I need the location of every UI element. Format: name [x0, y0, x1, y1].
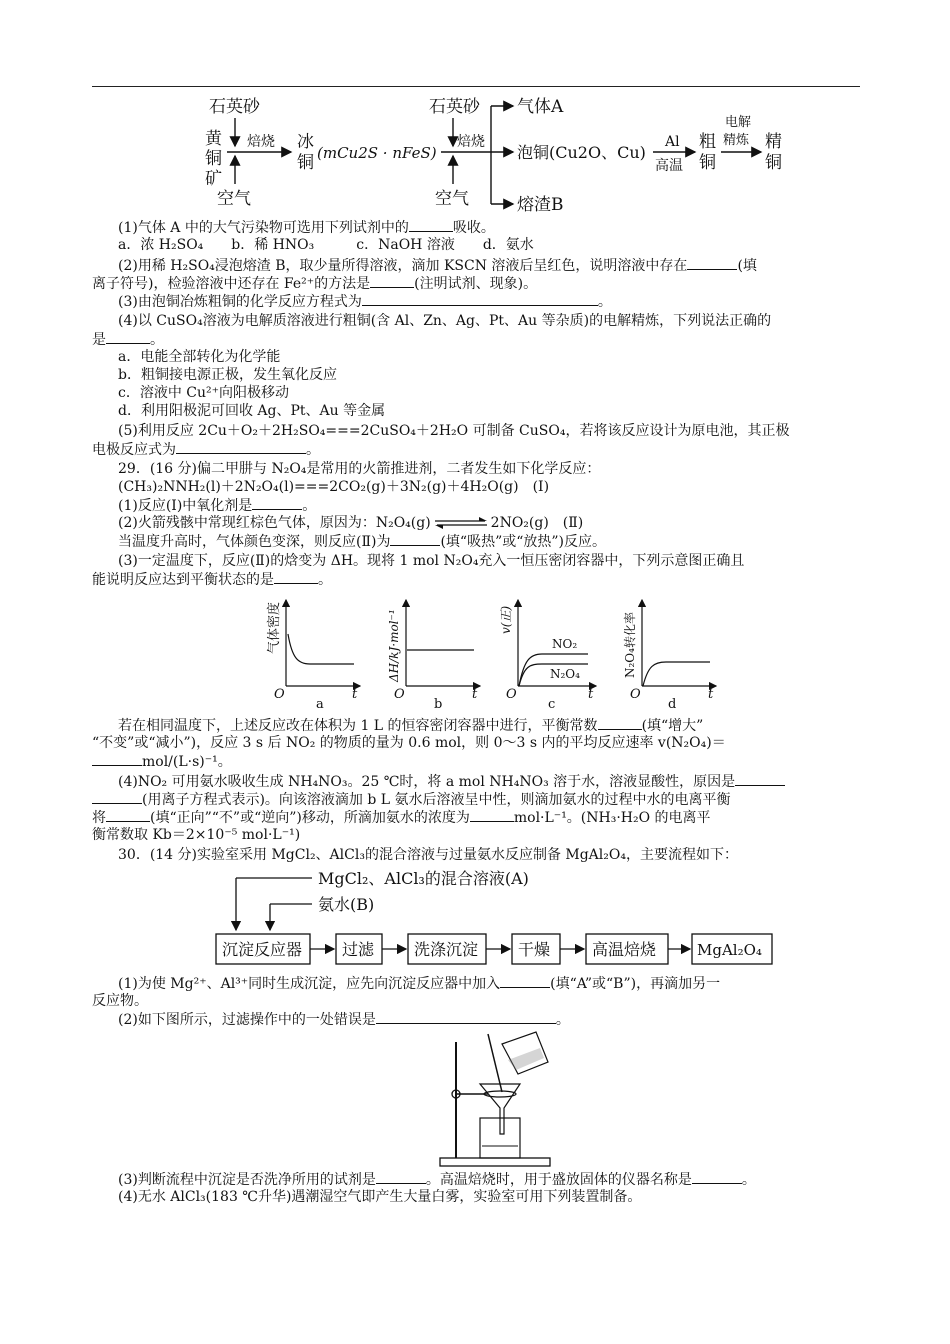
flow-crude-2: 铜: [699, 153, 716, 173]
glass-rod: [488, 1034, 502, 1092]
answer-blank[interactable]: [92, 790, 142, 804]
graph-c-n2o4: N₂O₄: [550, 667, 580, 681]
graph-d: [622, 600, 716, 712]
q29-p3b: 能说明反应达到平衡状态的是 。: [92, 572, 332, 588]
answer-blank[interactable]: [687, 256, 737, 270]
graph-a-t: t: [352, 687, 358, 702]
flow-ore-1: 黄: [205, 129, 222, 149]
answer-blank[interactable]: [370, 274, 414, 288]
q28-p1-options: a．浓 H₂SO₄ b．稀 HNO₃ c．NaOH 溶液 d．氨水: [118, 237, 534, 253]
q29-head: 29．(16 分)偏二甲肼与 N₂O₄是常用的火箭推进剂，二者发生如下化学反应：: [118, 461, 601, 477]
graph-a-ylabel: 气体密度: [267, 601, 282, 654]
graph-d-origin: O: [630, 687, 641, 702]
q29-p4c: 将 (填“正向”“不”或“逆向”)移动，所滴加氨水的浓度为 mol·L⁻¹。(NH₃·H₂O 的电离平: [92, 810, 711, 826]
equilibrium-graphs: [262, 594, 722, 712]
flow-slag-b: 熔渣B: [517, 195, 564, 215]
answer-blank[interactable]: [252, 496, 302, 510]
flow2-box-wash-label: 洗涤沉淀: [414, 940, 479, 959]
flow-electro-2: 精炼: [723, 133, 750, 148]
equilibrium-arrow-icon: [433, 517, 489, 529]
flow-formula: (mCu2S · nFeS): [317, 144, 437, 162]
flow2-solution-a: MgCl₂、AlCl₃的混合溶液(A): [318, 869, 529, 888]
answer-blank[interactable]: [500, 974, 550, 988]
q30-p4: (4)无水 AlCl₃(183 ℃升华)遇潮湿空气即产生大量白雾，实验室可用下列装置制备。: [118, 1189, 642, 1205]
q28-p4-option-a: a．电能全部转化为化学能: [118, 349, 281, 365]
graph-c: [499, 600, 596, 712]
answer-blank[interactable]: [735, 772, 785, 786]
q29-p4f: 衡常数取 Kb＝2×10⁻⁵ mol·L⁻¹): [92, 827, 301, 843]
answer-blank[interactable]: [176, 440, 306, 454]
flow-roast1: 焙烧: [247, 134, 275, 150]
answer-blank[interactable]: [390, 532, 440, 546]
answer-blank[interactable]: [692, 1170, 742, 1184]
graph-a: [266, 600, 360, 712]
answer-blank[interactable]: [92, 752, 142, 766]
flow2-box-reactor-label: 沉淀反应器: [222, 940, 303, 959]
q28-p2a: (2)用稀 H₂SO₄浸泡熔渣 B，取少量所得溶液，滴加 KSCN 溶液后呈红色，说明溶液中存在 (填: [118, 258, 757, 274]
graph-b-origin: O: [394, 687, 405, 702]
q29-p4b: (用离子方程式表示)。向该溶液滴加 b L 氨水后溶液呈中性，则滴加氨水的过程中水的电离平衡: [92, 790, 834, 809]
q28-p5a: (5)利用反应 2Cu＋O₂＋2H₂SO₄===2CuSO₄＋2H₂O 可制备 CuSO₄，若将该反应设计为原电池，其正极: [118, 423, 790, 439]
answer-blank[interactable]: [376, 1170, 426, 1184]
q29-eq1: (CH₃)₂NNH₂(l)＋2N₂O₄(l)===2CO₂(g)＋3N₂(g)＋4H₂O(g) (Ⅰ): [118, 479, 550, 495]
q29-p3a: (3)一定温度下，反应(Ⅱ)的焓变为 ΔH。现将 1 mol N₂O₄充入一恒压密闭容器中，下列示意图正确且: [118, 553, 745, 569]
graph-a-label: a: [316, 697, 324, 712]
flow-quartz2: 石英砂: [429, 97, 480, 117]
q28-p2c: 离子符号)，检验溶液中还存在 Fe²⁺的方法是 (注明试剂、现象)。: [92, 276, 538, 292]
flow-roast2: 焙烧: [457, 134, 485, 150]
graph-a-curve: [288, 634, 354, 664]
graph-c-t: t: [588, 687, 594, 702]
graph-c-label: c: [548, 697, 556, 712]
q30-p1c: 反应物。: [92, 993, 148, 1009]
flow-high-temp: 高温: [655, 158, 683, 174]
q29-p2c: 当温度升高时，气体颜色变深，则反应(Ⅱ)为 (填“吸热”或“放热”)反应。: [118, 534, 607, 550]
answer-blank[interactable]: [362, 292, 598, 306]
pouring-liquid: [508, 1048, 544, 1070]
flow-ice-copper-1: 冰: [297, 132, 314, 152]
answer-blank[interactable]: [376, 1010, 556, 1024]
flow-crude-1: 粗: [699, 132, 716, 152]
flow-air2: 空气: [435, 189, 469, 209]
filtration-apparatus: [436, 1028, 556, 1170]
q30-p1a: (1)为使 Mg²⁺、Al³⁺同时生成沉淀，应先向沉淀反应器中加入 (填“A”或“B”)，再滴加另一: [118, 976, 721, 992]
q29-p3g: mol/(L·s)⁻¹。: [92, 752, 834, 771]
flow-blister: 泡铜(Cu2O、Cu): [517, 143, 646, 162]
flow-ice-copper-2: 铜: [297, 153, 314, 173]
graph-c-ylabel: v(正): [499, 605, 513, 634]
flow-fine-1: 精: [765, 132, 782, 152]
graph-b-t: t: [472, 687, 478, 702]
q29-p2a: (2)火箭残骸中常现红棕色气体，原因为：N₂O₄(g) 2NO₂(g) (Ⅱ): [118, 515, 584, 531]
flow2-box-product-label: MgAl₂O₄: [697, 941, 762, 959]
flow2-box-filter-label: 过滤: [342, 940, 375, 959]
graph-d-label: d: [668, 697, 677, 712]
graph-c-no2: NO₂: [552, 637, 578, 651]
q30-p3: (3)判断流程中沉淀是否洗净所用的试剂是 。高温焙烧时，用于盛放固体的仪器名称是 。: [118, 1172, 756, 1188]
answer-blank[interactable]: [106, 808, 150, 822]
graph-b-ylabel: ΔH/kJ·mol⁻¹: [387, 609, 401, 682]
copper-smelting-flowchart: [195, 92, 795, 216]
graph-b-label: b: [434, 697, 443, 712]
q29-p1: (1)反应(Ⅰ)中氧化剂是 。: [118, 498, 317, 514]
flow-ore-2: 铜: [205, 149, 222, 169]
stand-base: [440, 1158, 550, 1166]
mgal2o4-flowchart: [212, 864, 778, 970]
q28-p4b: 是 。: [92, 332, 164, 348]
top-rule: [92, 86, 860, 87]
flow-gas-a: 气体A: [517, 97, 564, 117]
graph-b: [387, 600, 480, 712]
q30-head: 30．(14 分)实验室采用 MgCl₂、AlCl₃的混合溶液与过量氨水反应制备 MgAl₂O₄，主要流程如下：: [118, 847, 738, 863]
q28-p5b: 电极反应式为 。: [92, 442, 320, 458]
flow-air1: 空气: [217, 189, 251, 209]
q28-p4a: (4)以 CuSO₄溶液为电解质溶液进行粗铜(含 Al、Zn、Ag、Pt、Au 等杂质)的电解精炼，下列说法正确的: [118, 313, 772, 329]
flow-fine-2: 铜: [765, 153, 782, 173]
graph-d-curve: [643, 662, 710, 686]
answer-blank[interactable]: [106, 330, 150, 344]
answer-blank[interactable]: [274, 570, 318, 584]
flow-ore-3: 矿: [205, 169, 222, 189]
q28-p4-option-d: d．利用阳极泥可回收 Ag、Pt、Au 等金属: [118, 403, 386, 419]
q28-p1: (1)气体 A 中的大气污染物可选用下列试剂中的 吸收。: [118, 220, 495, 236]
graph-a-origin: O: [274, 687, 285, 702]
flow2-box-calcine-label: 高温焙烧: [592, 940, 657, 959]
q28-p3: (3)由泡铜冶炼粗铜的化学反应方程式为 。: [118, 294, 612, 310]
answer-blank[interactable]: [598, 716, 642, 730]
graph-d-t: t: [708, 687, 714, 702]
graph-d-ylabel: N₂O₄转化率: [623, 612, 637, 678]
answer-blank[interactable]: [409, 218, 453, 232]
flow2-box-dry-label: 干燥: [518, 940, 551, 959]
q29-p3f: “不变”或“减小”)，反应 3 s 后 NO₂ 的物质的量为 0.6 mol，则 0～3 s 内的平均反应速率 v(N₂O₄)＝: [92, 735, 726, 751]
graph-c-origin: O: [506, 687, 517, 702]
q29-p4a: (4)NO₂ 可用氨水吸收生成 NH₄NO₃。25 ℃时，将 a mol NH₄NO₃ 溶于水，溶液显酸性，原因是: [118, 772, 860, 791]
flow-electro-1: 电解: [725, 115, 752, 130]
q30-p2: (2)如下图所示，过滤操作中的一处错误是 。: [118, 1012, 570, 1028]
q28-p4-option-c: c．溶液中 Cu²⁺向阳极移动: [118, 385, 290, 401]
q29-p3d: 若在相同温度下，上述反应改在体积为 1 L 的恒容密闭容器中进行，平衡常数 (填“增大”: [118, 718, 704, 734]
flow-al: Al: [665, 134, 680, 150]
q28-p4-option-b: b．粗铜接电源正极，发生氧化反应: [118, 367, 337, 383]
answer-blank[interactable]: [470, 808, 514, 822]
flow-quartz1: 石英砂: [209, 97, 260, 117]
flow2-ammonia-b: 氨水(B): [318, 895, 375, 914]
